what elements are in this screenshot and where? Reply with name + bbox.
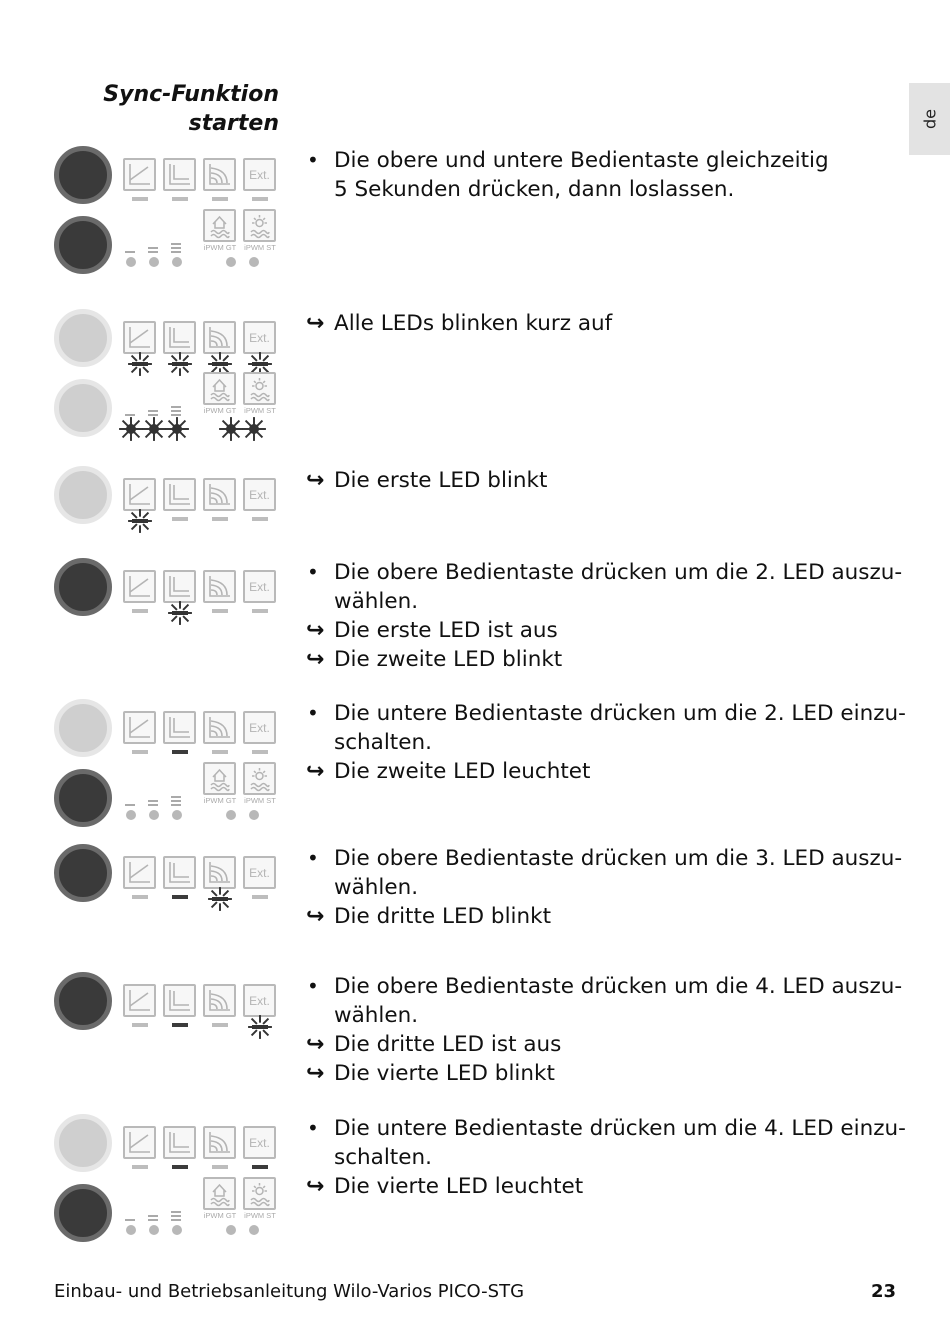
- first-led: [132, 895, 148, 899]
- third-led-blinking: [207, 886, 233, 916]
- control-panel: [0, 558, 300, 698]
- step-icon: [163, 570, 196, 603]
- line-text: schalten.: [334, 730, 432, 755]
- result-arrow-icon: ↪: [306, 1061, 325, 1086]
- ext-icon: [243, 984, 276, 1017]
- ipwm-gt-icon: [203, 209, 236, 242]
- second-led: [172, 750, 188, 754]
- third-led: [212, 517, 228, 521]
- result-arrow-icon: ↪: [306, 311, 325, 336]
- ext-icon: [243, 856, 276, 889]
- second-led: [172, 1023, 188, 1027]
- third-led: [212, 1023, 228, 1027]
- ipwm-gt-label: iPWM GT: [203, 243, 237, 252]
- indicator-dot-2: [149, 1225, 159, 1235]
- instruction-continuation: [304, 873, 894, 902]
- section-heading: [39, 80, 279, 138]
- indicator-blinking-3: [164, 416, 190, 446]
- ext-label: Ext.: [249, 488, 270, 502]
- indicator-dot-1: [126, 257, 136, 267]
- fourth-led: [252, 197, 268, 201]
- line-text: wählen.: [334, 1003, 419, 1028]
- indicator-dot-5: [249, 257, 259, 267]
- line-text: wählen.: [334, 589, 419, 614]
- page-number: 23: [870, 1281, 896, 1302]
- result-arrow-icon: ↪: [306, 1032, 325, 1057]
- step-text: [304, 146, 894, 204]
- instruction-line: [304, 844, 903, 873]
- line-text: Die erste LED ist aus: [334, 618, 558, 643]
- bullet-icon: •: [307, 148, 319, 172]
- result-arrow-icon: ↪: [306, 618, 325, 643]
- signal-icon: [203, 1126, 236, 1159]
- result-line: [304, 466, 894, 495]
- ext-label: Ext.: [249, 331, 270, 345]
- step-text: [304, 466, 894, 495]
- step-text: [304, 844, 903, 931]
- instruction-line: [304, 699, 906, 728]
- language-tab: [909, 83, 950, 155]
- line-text: Die obere Bedientaste drücken um die 2. LED auszu-: [334, 560, 903, 585]
- upper-control-button[interactable]: [54, 309, 112, 367]
- result-line: [304, 1030, 894, 1059]
- ramp-icon: [123, 711, 156, 744]
- ipwm-st-label: iPWM ST: [244, 1211, 276, 1220]
- indicator-dot-3: [172, 810, 182, 820]
- fourth-led-blinking: [247, 1014, 273, 1044]
- ext-label: Ext.: [249, 1136, 270, 1150]
- line-text: Die obere Bedientaste drücken um die 3. LED auszu-: [334, 846, 903, 871]
- second-led: [172, 1165, 188, 1169]
- line-text: Die obere Bedientaste drücken um die 4. LED auszu-: [334, 974, 903, 999]
- control-panel: [0, 1114, 300, 1254]
- ipwm-st-label: iPWM ST: [244, 243, 276, 252]
- line-text: Die dritte LED blinkt: [334, 904, 552, 929]
- third-led: [212, 197, 228, 201]
- ipwm-st-label: iPWM ST: [244, 796, 276, 805]
- signal-icon: [203, 478, 236, 511]
- indicator-dot-2: [149, 257, 159, 267]
- ext-label: Ext.: [249, 866, 270, 880]
- step-icon: [163, 321, 196, 354]
- indicator-dot-5: [249, 810, 259, 820]
- result-line: [304, 645, 894, 674]
- line-text: Die vierte LED blinkt: [334, 1061, 555, 1086]
- bullet-icon: •: [307, 701, 319, 725]
- line-text: Die zweite LED blinkt: [334, 647, 563, 672]
- ext-label: Ext.: [249, 580, 270, 594]
- line-text: Die zweite LED leuchtet: [334, 759, 591, 784]
- first-led: [132, 1165, 148, 1169]
- second-led: [172, 517, 188, 521]
- step-icon: [163, 158, 196, 191]
- step-text: [304, 1114, 906, 1201]
- instruction-line: [304, 972, 903, 1001]
- line-text: Alle LEDs blinken kurz auf: [334, 311, 613, 336]
- signal-icon: [203, 321, 236, 354]
- upper-control-button[interactable]: [54, 146, 112, 204]
- line-text: 5 Sekunden drücken, dann loslassen.: [334, 177, 735, 202]
- ramp-icon: [123, 158, 156, 191]
- step-text: [304, 699, 906, 786]
- second-led: [172, 895, 188, 899]
- control-panel: [0, 146, 300, 286]
- ramp-icon: [123, 570, 156, 603]
- instruction-line: [304, 558, 903, 587]
- step-text: [304, 309, 894, 338]
- ramp-icon: [123, 1126, 156, 1159]
- heading-line-2: starten: [188, 111, 279, 136]
- instruction-continuation: [304, 587, 894, 616]
- result-line: [304, 616, 894, 645]
- indicator-dot-3: [172, 257, 182, 267]
- signal-icon: [203, 856, 236, 889]
- ext-icon: [243, 321, 276, 354]
- second-led: [172, 197, 188, 201]
- second-led-blinking: [167, 600, 193, 630]
- line-text: Die erste LED blinkt: [334, 468, 548, 493]
- indicator-dot-3: [172, 1225, 182, 1235]
- ramp-icon: [123, 478, 156, 511]
- upper-control-button[interactable]: [54, 558, 112, 616]
- indicator-dot-5: [249, 1225, 259, 1235]
- ipwm-st-icon: [243, 209, 276, 242]
- upper-control-button[interactable]: [54, 844, 112, 902]
- control-panel: [0, 309, 300, 449]
- control-panel: [0, 844, 300, 984]
- line-text: Die dritte LED ist aus: [334, 1032, 562, 1057]
- ramp-icon: [123, 321, 156, 354]
- first-led-blinking: [127, 351, 153, 381]
- indicator-dot-2: [149, 810, 159, 820]
- result-arrow-icon: ↪: [306, 759, 325, 784]
- first-led: [132, 197, 148, 201]
- signal-icon: [203, 711, 236, 744]
- first-led-blinking: [127, 508, 153, 538]
- control-panel: [0, 972, 300, 1112]
- ramp-icon: [123, 984, 156, 1017]
- ipwm-st-icon: [243, 1177, 276, 1210]
- upper-control-button[interactable]: [54, 466, 112, 524]
- instruction-line: [304, 146, 894, 175]
- result-line: [304, 1059, 894, 1088]
- upper-control-button[interactable]: [54, 972, 112, 1030]
- indicator-blinking-5: [241, 416, 267, 446]
- signal-icon: [203, 570, 236, 603]
- step-text: [304, 972, 903, 1088]
- ext-icon: [243, 478, 276, 511]
- ipwm-st-icon: [243, 762, 276, 795]
- instruction-continuation: [304, 728, 894, 757]
- language-tab-label: de: [920, 109, 939, 129]
- line-text: Die vierte LED leuchtet: [334, 1174, 584, 1199]
- lower-control-button[interactable]: [54, 379, 112, 437]
- result-arrow-icon: ↪: [306, 1174, 325, 1199]
- step-icon: [163, 478, 196, 511]
- result-arrow-icon: ↪: [306, 904, 325, 929]
- indicator-dot-4: [226, 257, 236, 267]
- bullet-icon: •: [307, 846, 319, 870]
- line-text: Die obere und untere Bedientaste gleichzeitig: [334, 148, 829, 173]
- fourth-led: [252, 609, 268, 613]
- bullet-icon: •: [307, 1116, 319, 1140]
- ext-icon: [243, 711, 276, 744]
- instruction-continuation: [304, 1143, 894, 1172]
- upper-control-button[interactable]: [54, 1114, 112, 1172]
- lower-control-button[interactable]: [54, 769, 112, 827]
- upper-control-button[interactable]: [54, 699, 112, 757]
- ipwm-st-icon: [243, 372, 276, 405]
- step-icon: [163, 1126, 196, 1159]
- ext-icon: [243, 1126, 276, 1159]
- indicator-dot-4: [226, 1225, 236, 1235]
- result-line: [304, 309, 894, 338]
- third-led: [212, 609, 228, 613]
- signal-icon: [203, 158, 236, 191]
- ipwm-gt-icon: [203, 372, 236, 405]
- result-line: [304, 757, 894, 786]
- result-line: [304, 902, 894, 931]
- fourth-led: [252, 750, 268, 754]
- line-text: schalten.: [334, 1145, 432, 1170]
- ipwm-gt-label: iPWM GT: [203, 796, 237, 805]
- ext-icon: [243, 570, 276, 603]
- first-led: [132, 609, 148, 613]
- lower-control-button[interactable]: [54, 216, 112, 274]
- third-led: [212, 1165, 228, 1169]
- ipwm-gt-icon: [203, 762, 236, 795]
- first-led: [132, 1023, 148, 1027]
- step-icon: [163, 711, 196, 744]
- ramp-icon: [123, 856, 156, 889]
- result-arrow-icon: ↪: [306, 468, 325, 493]
- instruction-continuation: [304, 175, 894, 204]
- step-text: [304, 558, 903, 674]
- lower-control-button[interactable]: [54, 1184, 112, 1242]
- fourth-led: [252, 895, 268, 899]
- ext-label: Ext.: [249, 721, 270, 735]
- first-led: [132, 750, 148, 754]
- ipwm-gt-label: iPWM GT: [203, 406, 237, 415]
- ipwm-gt-label: iPWM GT: [203, 1211, 237, 1220]
- instruction-line: [304, 1114, 906, 1143]
- ipwm-st-label: iPWM ST: [244, 406, 276, 415]
- line-text: wählen.: [334, 875, 419, 900]
- fourth-led: [252, 1165, 268, 1169]
- control-panel: [0, 699, 300, 839]
- indicator-dot-1: [126, 810, 136, 820]
- ipwm-gt-icon: [203, 1177, 236, 1210]
- step-icon: [163, 856, 196, 889]
- ext-icon: [243, 158, 276, 191]
- second-led-blinking: [167, 351, 193, 381]
- line-text: Die untere Bedientaste drücken um die 4. LED einzu-: [334, 1116, 906, 1141]
- result-line: [304, 1172, 894, 1201]
- fourth-led: [252, 517, 268, 521]
- instruction-continuation: [304, 1001, 894, 1030]
- third-led: [212, 750, 228, 754]
- heading-line-1: Sync-Funktion: [103, 82, 279, 107]
- ext-label: Ext.: [249, 168, 270, 182]
- ext-label: Ext.: [249, 994, 270, 1008]
- line-text: Die untere Bedientaste drücken um die 2. LED einzu-: [334, 701, 906, 726]
- signal-icon: [203, 984, 236, 1017]
- indicator-dot-1: [126, 1225, 136, 1235]
- bullet-icon: •: [307, 974, 319, 998]
- bullet-icon: •: [307, 560, 319, 584]
- indicator-dot-4: [226, 810, 236, 820]
- footer-title: Einbau- und Betriebsanleitung Wilo-Varios PICO-STG: [54, 1281, 525, 1302]
- step-icon: [163, 984, 196, 1017]
- result-arrow-icon: ↪: [306, 647, 325, 672]
